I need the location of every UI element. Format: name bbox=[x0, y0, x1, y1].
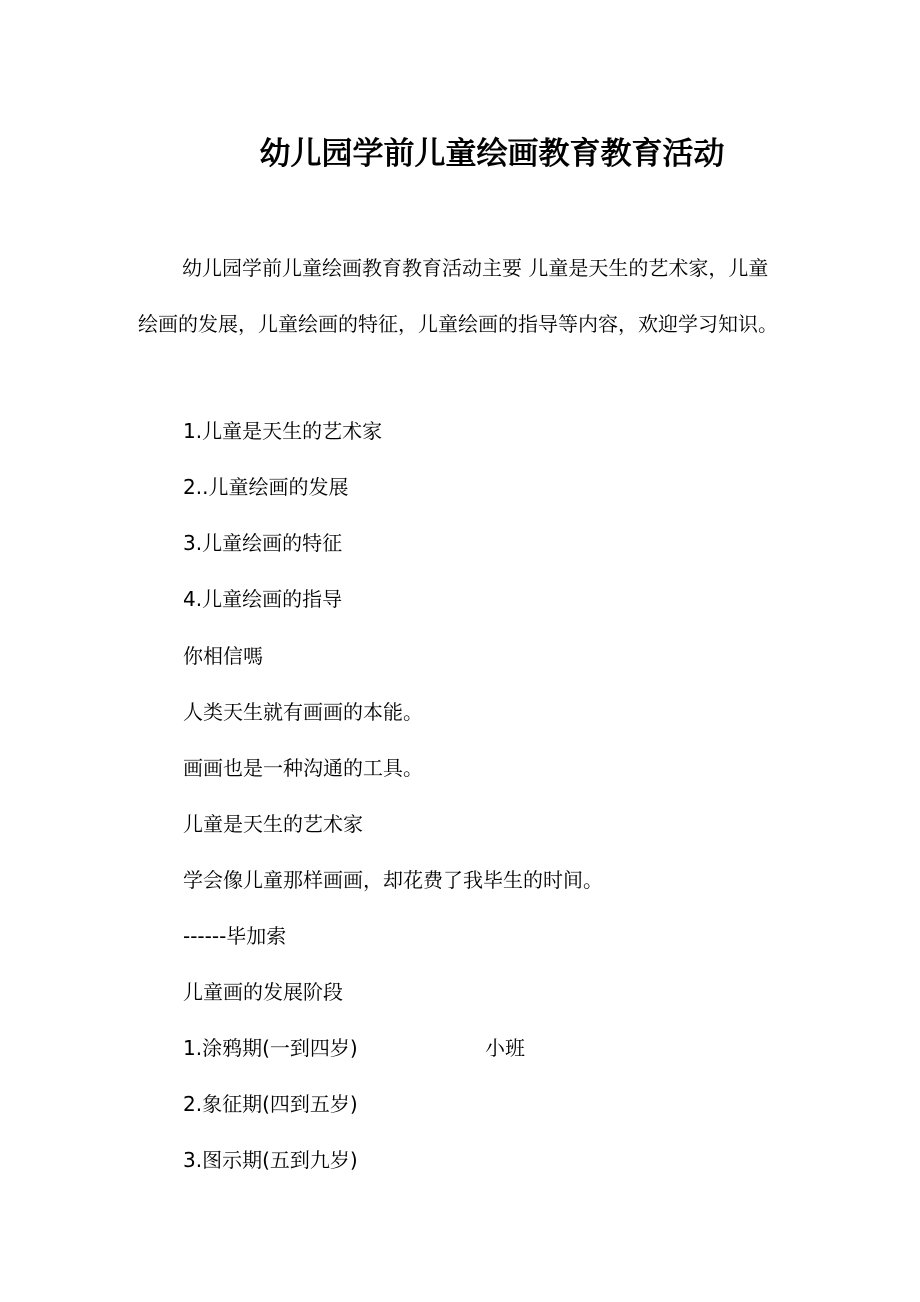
stage-item-1-label: 1.涂鸦期(一到四岁) bbox=[183, 1036, 358, 1060]
stage-class-note: 小班 bbox=[485, 1036, 525, 1060]
section-heading: 儿童画的发展阶段 bbox=[183, 980, 343, 1004]
toc-item-3: 3.儿童绘画的特征 bbox=[183, 531, 343, 555]
quote-line: 学会像儿童那样画画，却花费了我毕生的时间。 bbox=[183, 868, 603, 892]
document-title: 幼儿园学前儿童绘画教育教育活动 bbox=[259, 135, 725, 172]
stage-item-3: 3.图示期(五到九岁) bbox=[183, 1148, 358, 1172]
text-line: 画画也是一种沟通的工具。 bbox=[183, 756, 423, 780]
toc-item-1: 1.儿童是天生的艺术家 bbox=[183, 419, 383, 443]
toc-item-2: 2..儿童绘画的发展 bbox=[183, 475, 349, 499]
section-heading: 儿童是天生的艺术家 bbox=[183, 812, 363, 836]
quote-attribution: ------毕加索 bbox=[183, 924, 287, 948]
stage-item-2: 2.象征期(四到五岁) bbox=[183, 1092, 358, 1116]
toc-item-4: 4.儿童绘画的指导 bbox=[183, 587, 343, 611]
question-line: 你相信嗎 bbox=[183, 644, 263, 668]
text-line: 人类天生就有画画的本能。 bbox=[183, 700, 423, 724]
intro-paragraph: 幼儿园学前儿童绘画教育教育活动主要 儿童是天生的艺术家，儿童绘画的发展，儿童绘画的特征，儿童绘画的指导等内容，欢迎学习知识。 bbox=[138, 256, 778, 336]
stage-item-1 bbox=[183, 1033, 525, 1063]
